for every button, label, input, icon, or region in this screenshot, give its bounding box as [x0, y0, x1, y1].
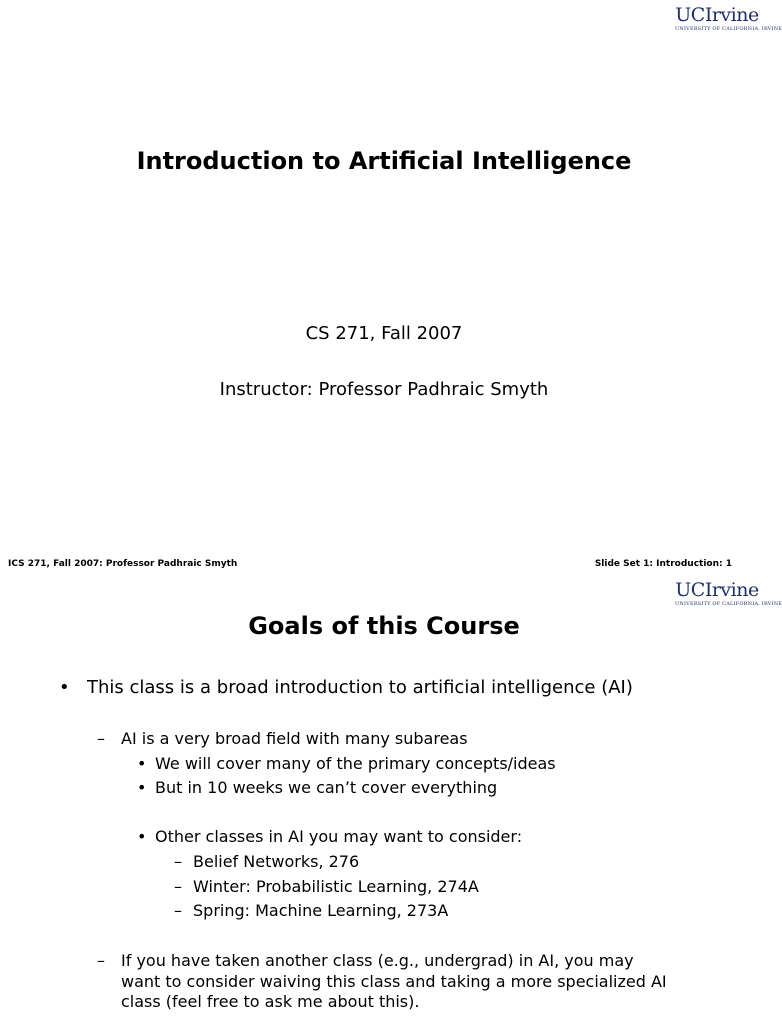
list-item-continuation: want to consider waiving this class and taking a more specialized AI [121, 972, 667, 991]
bullet-marker: – [174, 901, 182, 920]
bullet-marker: – [174, 852, 182, 871]
logo-subtitle: UNIVERSITY OF CALIFORNIA, IRVINE [675, 601, 782, 607]
uci-logo [675, 579, 782, 608]
logo-wordmark: UCIrvine [675, 579, 759, 601]
bullet-marker: • [59, 677, 70, 698]
list-item: If you have taken another class (e.g., undergrad) in AI, you may [121, 951, 634, 970]
slide-title: Goals of this Course [248, 612, 520, 640]
list-item: We will cover many of the primary concepts/ideas [155, 754, 556, 773]
bullet-marker: • [137, 754, 147, 773]
list-item: But in 10 weeks we can’t cover everything [155, 778, 498, 797]
footer-left: ICS 271, Fall 2007: Professor Padhraic Smyth [8, 559, 238, 569]
footer-right: Slide Set 1: Introduction: 1 [594, 559, 732, 569]
bullet-marker: • [137, 827, 147, 846]
logo-subtitle: UNIVERSITY OF CALIFORNIA, IRVINE [675, 26, 782, 32]
list-item: This class is a broad introduction to artificial intelligence (AI) [87, 677, 633, 698]
course-code: CS 271, Fall 2007 [305, 323, 463, 344]
bullet-marker: • [137, 778, 147, 797]
list-item: Other classes in AI you may want to consider: [155, 827, 523, 846]
list-item: Belief Networks, 276 [193, 852, 360, 871]
bullet-marker: – [97, 729, 105, 748]
uci-logo [675, 4, 782, 33]
instructor-name: Instructor: Professor Padhraic Smyth [219, 379, 549, 400]
list-item: Spring: Machine Learning, 273A [193, 901, 449, 920]
slide-title: Introduction to Artificial Intelligence [136, 147, 632, 175]
logo-wordmark: UCIrvine [675, 4, 759, 26]
list-item: Winter: Probabilistic Learning, 274A [193, 877, 479, 896]
bullet-marker: – [174, 877, 182, 896]
goals-slide [0, 576, 782, 1024]
list-item: AI is a very broad field with many subareas [121, 729, 468, 748]
list-item-continuation: class (feel free to ask me about this). [121, 992, 420, 1011]
bullet-marker: – [97, 951, 105, 970]
